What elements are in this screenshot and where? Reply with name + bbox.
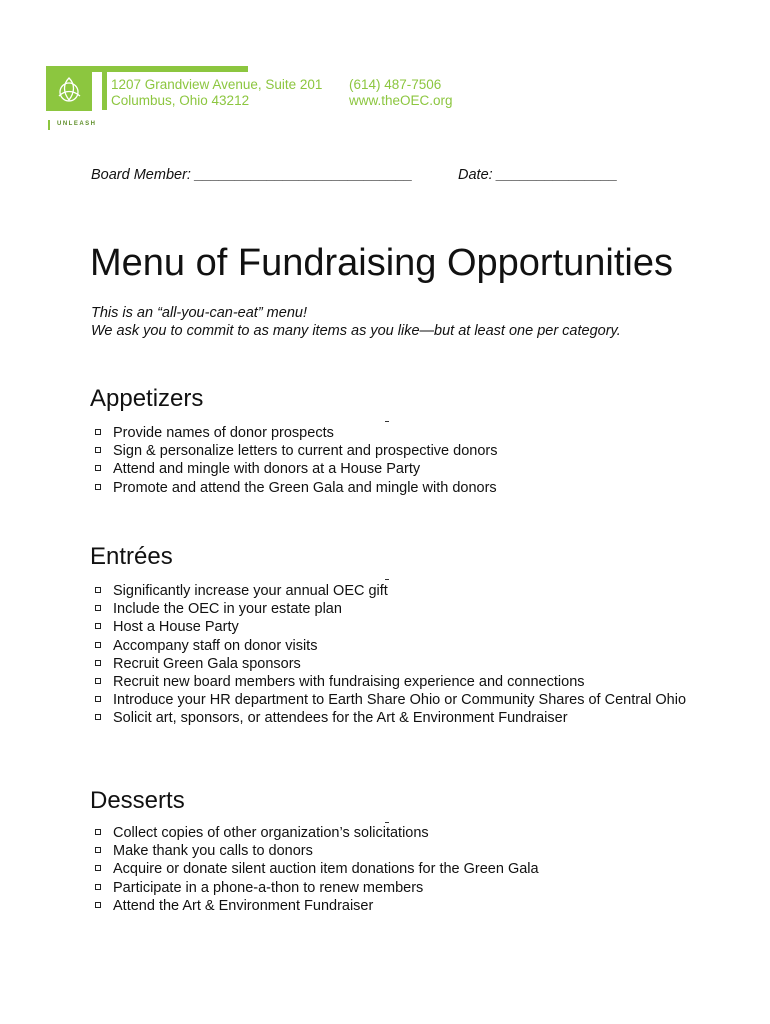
checkbox-icon[interactable] (95, 605, 101, 611)
board-member-field: Board Member: ___________________________ (91, 167, 413, 183)
checkbox-icon[interactable] (95, 660, 101, 666)
margin-mark (385, 579, 389, 580)
address-line-1: 1207 Grandview Avenue, Suite 201 (111, 77, 323, 92)
intro-line-2: We ask you to commit to as many items as you like—but at least one per category. (91, 323, 621, 339)
checkbox-icon[interactable] (95, 447, 101, 453)
checkbox-icon[interactable] (95, 847, 101, 853)
list-item[interactable]: Include the OEC in your estate plan (94, 600, 694, 618)
trinity-knot-icon (55, 75, 83, 105)
margin-mark (385, 822, 389, 823)
list-item[interactable]: Attend and mingle with donors at a House Party (94, 460, 694, 478)
list-item[interactable]: Provide names of donor prospects (94, 424, 694, 442)
list-item[interactable]: Sign & personalize letters to current and prospective donors (94, 442, 694, 460)
list-item[interactable]: Make thank you calls to donors (94, 842, 694, 860)
list-item[interactable]: Accompany staff on donor visits (94, 637, 694, 655)
list-item[interactable]: Significantly increase your annual OEC gift (94, 582, 694, 600)
list-item[interactable]: Host a House Party (94, 618, 694, 636)
page-title: Menu of Fundraising Opportunities (90, 242, 673, 284)
entrees-list (94, 582, 694, 728)
address-line-2: Columbus, Ohio 43212 (111, 93, 250, 108)
desserts-list (94, 824, 694, 915)
margin-mark (385, 421, 389, 422)
letterhead-bracket (102, 72, 107, 110)
tagline-bar (48, 120, 50, 130)
checkbox-icon[interactable] (95, 714, 101, 720)
checkbox-icon[interactable] (95, 587, 101, 593)
list-item[interactable]: Recruit new board members with fundraising experience and connections (94, 673, 694, 691)
tagline: UNLEASH (57, 121, 97, 127)
checkbox-icon[interactable] (95, 484, 101, 490)
intro-text (91, 304, 621, 340)
checkbox-icon[interactable] (95, 829, 101, 835)
checkbox-icon[interactable] (95, 884, 101, 890)
list-item[interactable]: Introduce your HR department to Earth Share Ohio or Community Shares of Central Ohio (94, 691, 694, 709)
list-item[interactable]: Acquire or donate silent auction item donations for the Green Gala (94, 860, 694, 878)
phone-number: (614) 487-7506 (349, 77, 442, 92)
checkbox-icon[interactable] (95, 642, 101, 648)
list-item[interactable]: Collect copies of other organization’s solicitations (94, 824, 694, 842)
checkbox-icon[interactable] (95, 465, 101, 471)
appetizers-list (94, 424, 694, 497)
checkbox-icon[interactable] (95, 678, 101, 684)
checkbox-icon[interactable] (95, 696, 101, 702)
list-item[interactable]: Solicit art, sponsors, or attendees for the Art & Environment Fundraiser (94, 709, 694, 727)
intro-line-1: This is an “all-you-can-eat” menu! (91, 305, 307, 321)
section-heading-entrees: Entrées (90, 543, 173, 570)
checkbox-icon[interactable] (95, 429, 101, 435)
list-item[interactable]: Recruit Green Gala sponsors (94, 655, 694, 673)
list-item[interactable]: Attend the Art & Environment Fundraiser (94, 897, 694, 915)
section-heading-appetizers: Appetizers (90, 385, 204, 412)
oec-logo (46, 69, 92, 111)
list-item[interactable]: Participate in a phone-a-thon to renew members (94, 879, 694, 897)
section-heading-desserts: Desserts (90, 787, 185, 814)
checkbox-icon[interactable] (95, 865, 101, 871)
list-item[interactable]: Promote and attend the Green Gala and mingle with donors (94, 479, 694, 497)
website-link[interactable]: www.theOEC.org (349, 93, 453, 108)
checkbox-icon[interactable] (95, 623, 101, 629)
letterhead (46, 66, 466, 136)
checkbox-icon[interactable] (95, 902, 101, 908)
date-field: Date: _______________ (458, 167, 618, 183)
